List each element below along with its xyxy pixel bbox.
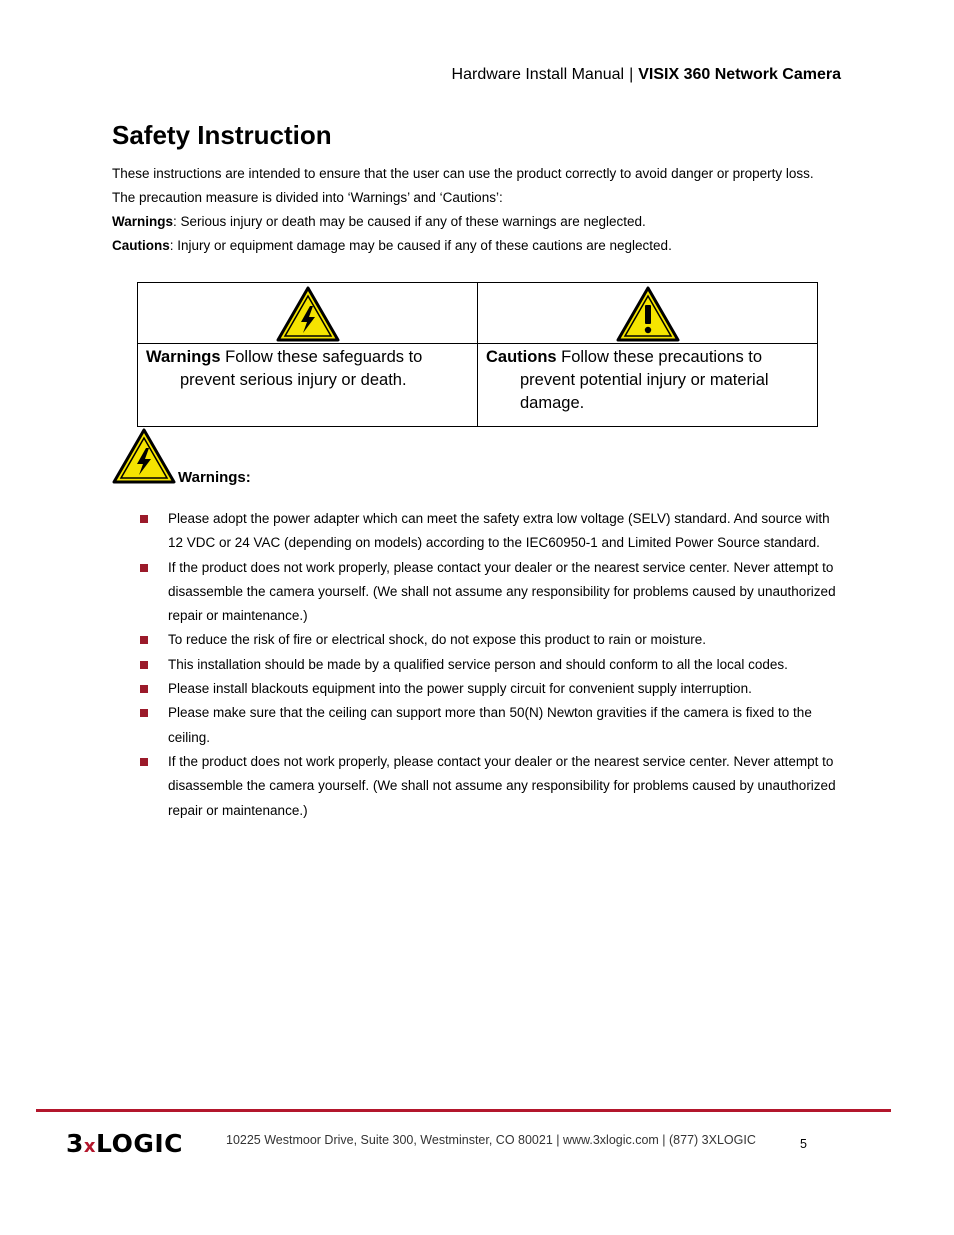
warnings-section-heading [112, 428, 251, 484]
square-bullet-icon [140, 564, 148, 572]
warnings-definition: : Serious injury or death may be caused if any of these warnings are neglected. [173, 214, 646, 229]
warnings-heading-label: Warnings: [178, 469, 251, 486]
square-bullet-icon [140, 515, 148, 523]
cautions-summary [478, 344, 818, 427]
list-item-text: Please install blackouts equipment into the power supply circuit for convenient supply interruption. [168, 681, 752, 697]
high-voltage-warning-icon [276, 286, 340, 342]
list-item [140, 507, 840, 556]
precaution-summary-table [137, 282, 818, 427]
list-item [140, 556, 840, 629]
square-bullet-icon [140, 758, 148, 766]
warnings-summary-text: Follow these safeguards to prevent serious injury or death. [180, 348, 423, 389]
caution-exclamation-icon [616, 286, 680, 342]
manual-title: Hardware Install Manual [451, 66, 625, 83]
warnings-icon-cell [138, 283, 478, 344]
intro-cautions-definition [112, 234, 837, 258]
footer-address: 10225 Westmoor Drive, Suite 300, Westminster, CO 80021 | www.3xlogic.com | (877) 3XLOGIC [226, 1133, 756, 1147]
logo-prefix: 3 [66, 1129, 84, 1158]
list-item [140, 628, 840, 652]
warnings-summary-label: Warnings [146, 348, 221, 366]
list-item [140, 750, 840, 823]
intro-text [112, 162, 837, 258]
page-number: 5 [800, 1137, 807, 1151]
intro-purpose: These instructions are intended to ensure that the user can use the product correctly to avoid danger or property loss. [112, 166, 814, 181]
cautions-term: Cautions [112, 238, 170, 253]
list-item-text: Please make sure that the ceiling can support more than 50(N) Newton gravities if the camera is fixed to the ceiling. [168, 705, 812, 745]
cautions-summary-text: Follow these precautions to prevent potential injury or material damage. [520, 348, 769, 412]
cautions-summary-label: Cautions [486, 348, 557, 366]
cautions-definition: : Injury or equipment damage may be caused if any of these cautions are neglected. [169, 238, 672, 253]
list-item-text: This installation should be made by a qualified service person and should conform to all the local codes. [168, 656, 788, 672]
logo-x: x [83, 1136, 97, 1157]
page-header [452, 66, 841, 84]
list-item [140, 677, 840, 701]
square-bullet-icon [140, 661, 148, 669]
warnings-term: Warnings [112, 214, 174, 229]
list-item-text: If the product does not work properly, please contact your dealer or the nearest service center. Never attempt to disassemble the camera yourself. (We shall not assume any responsibility for problems caused by unauthorized repair or maintenance.) [168, 559, 836, 624]
intro-warnings-definition [112, 210, 837, 234]
list-item-text: Please adopt the power adapter which can meet the safety extra low voltage (SELV) standard. And source with 12 VDC or 24 VAC (depending on models) according to the IEC60950-1 and Limited Power Source standard. [168, 511, 830, 551]
list-item [140, 701, 840, 750]
square-bullet-icon [140, 709, 148, 717]
list-item [140, 653, 840, 677]
product-name: VISIX 360 Network Camera [638, 66, 841, 83]
cautions-icon-cell [478, 283, 818, 344]
list-item-text: To reduce the risk of fire or electrical shock, do not expose this product to rain or moisture. [168, 632, 707, 648]
logo-suffix: LOGIC [96, 1129, 183, 1158]
footer-divider [36, 1109, 891, 1112]
intro-division: The precaution measure is divided into ‘Warnings’ and ‘Cautions’: [112, 190, 503, 205]
square-bullet-icon [140, 685, 148, 693]
warnings-list [140, 507, 840, 823]
header-separator: | [629, 66, 634, 83]
company-logo [66, 1129, 183, 1158]
warnings-summary [138, 344, 478, 427]
page-title: Safety Instruction [112, 120, 332, 150]
high-voltage-warning-icon [112, 428, 176, 484]
list-item-text: If the product does not work properly, please contact your dealer or the nearest service center. Never attempt to disassemble the camera yourself. (We shall not assume any responsibility for problems caused by unauthorized repair or maintenance.) [168, 753, 836, 818]
square-bullet-icon [140, 636, 148, 644]
